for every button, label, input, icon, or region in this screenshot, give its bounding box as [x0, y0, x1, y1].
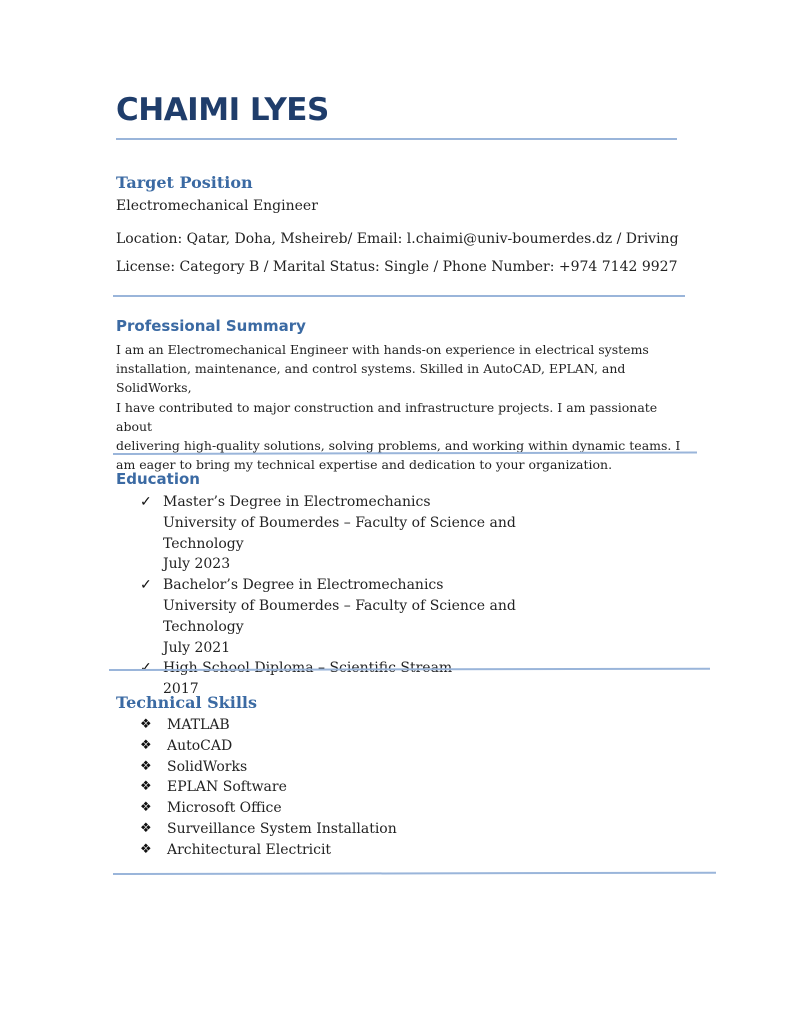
diamond-bullet-icon: ❖	[140, 800, 152, 816]
skill-item	[140, 819, 540, 840]
summary-line: I have contributed to major construction and infrastructure projects. I am passionate about	[116, 399, 658, 434]
skill-label: EPLAN Software	[167, 779, 287, 796]
summary-title: Professional Summary	[116, 317, 306, 335]
diamond-bullet-icon: ❖	[140, 758, 152, 774]
divider	[113, 295, 685, 297]
skill-label: Microsoft Office	[167, 800, 282, 817]
education-item	[140, 492, 600, 575]
contact-line-1: Location: Qatar, Doha, Msheireb/ Email: l.chaimi@univ-boumerdes.dz / Driving	[116, 231, 679, 247]
skill-item	[140, 757, 540, 778]
check-icon: ✓	[140, 494, 152, 510]
summary-line: delivering high-quality solutions, solving problems, and working within dynamic teams. I	[116, 438, 681, 454]
resume-name: CHAIMI LYES	[116, 92, 329, 128]
education-date: 2017	[163, 681, 199, 698]
check-icon: ✓	[140, 577, 152, 594]
contact-line-2: License: Category B / Marital Status: Single / Phone Number: +974 7142 9927	[116, 259, 678, 275]
education-item	[140, 575, 600, 658]
skills-title: Technical Skills	[116, 693, 257, 712]
education-institution: University of Boumerdes – Faculty of Science and Technology	[163, 597, 516, 635]
target-role: Electromechanical Engineer	[116, 198, 318, 214]
skill-label: SolidWorks	[167, 758, 248, 775]
diamond-bullet-icon: ❖	[140, 779, 152, 795]
diamond-bullet-icon: ❖	[140, 717, 152, 732]
divider	[113, 872, 716, 875]
education-degree: Bachelor’s Degree in Electromechanics	[163, 577, 444, 594]
summary-line: installation, maintenance, and control systems. Skilled in AutoCAD, EPLAN, and SolidWorks,	[116, 361, 626, 396]
education-institution: University of Boumerdes – Faculty of Science and Technology	[163, 514, 516, 552]
skill-item	[140, 840, 540, 861]
skill-label: Surveillance System Installation	[167, 820, 397, 837]
skill-item	[140, 798, 540, 819]
skill-label: MATLAB	[167, 717, 230, 733]
skill-item	[140, 777, 540, 798]
summary-line: I am an Electromechanical Engineer with hands-on experience in electrical systems	[116, 342, 649, 357]
education-date: July 2023	[163, 556, 231, 573]
diamond-bullet-icon: ❖	[140, 841, 152, 857]
education-date: July 2021	[163, 639, 231, 656]
skills-list	[140, 715, 540, 861]
education-degree: High School Diploma – Scientific Stream	[163, 660, 453, 677]
diamond-bullet-icon: ❖	[140, 820, 152, 836]
skill-item	[140, 715, 540, 736]
divider	[116, 138, 677, 140]
skill-item	[140, 736, 540, 757]
education-title: Education	[116, 470, 200, 488]
check-icon: ✓	[140, 660, 152, 677]
education-degree: Master’s Degree in Electromechanics	[163, 494, 431, 510]
target-position-title: Target Position	[116, 173, 253, 192]
skill-label: Architectural Electricit	[167, 841, 332, 858]
diamond-bullet-icon: ❖	[140, 737, 152, 753]
skill-label: AutoCAD	[167, 737, 233, 754]
summary-line: am eager to bring my technical expertise and dedication to your organization.	[116, 457, 613, 473]
